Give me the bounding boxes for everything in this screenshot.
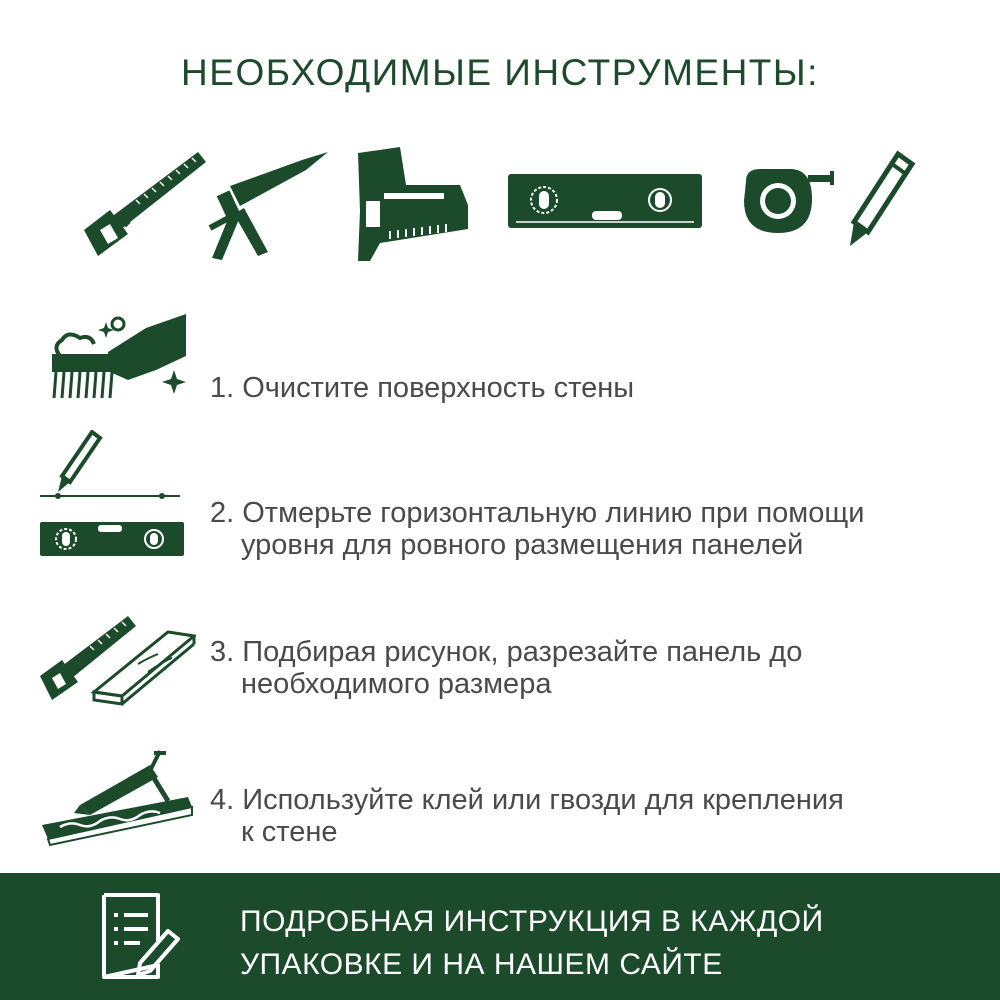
- gluing-icon: [38, 745, 194, 847]
- footer-text: [240, 900, 824, 986]
- step-1-line-1: 1. Очистите поверхность стены: [210, 372, 635, 404]
- step-2-line-2: уровня для ровного размещения панелей: [241, 529, 804, 561]
- step-2-text: [210, 497, 864, 561]
- nail-gun-icon: [350, 145, 475, 263]
- tape-measure-icon: [740, 163, 840, 237]
- pencil-icon: [846, 150, 916, 248]
- instruction-document-icon: [90, 891, 182, 983]
- measuring-icon: [38, 430, 188, 558]
- footer-line-2: УПАКОВКЕ И НА НАШЕМ САЙТЕ: [240, 948, 723, 981]
- step-4-line-2: к стене: [241, 816, 338, 848]
- step-2-line-1: 2. Отмерьте горизонтальную линию при помощи: [210, 497, 865, 529]
- page-title: НЕОБХОДИМЫЕ ИНСТРУМЕНТЫ:: [181, 52, 819, 93]
- step-3-line-1: 3. Подбирая рисунок, разрезайте панель до: [210, 636, 803, 668]
- caulking-gun-icon: [200, 148, 332, 262]
- footer-line-1: ПОДРОБНАЯ ИНСТРУКЦИЯ В КАЖДОЙ: [240, 905, 824, 938]
- cleaning-icon: [46, 312, 190, 402]
- step-4-line-1: 4. Используйте клей или гвозди для крепления: [210, 784, 844, 816]
- step-3-line-2: необходимого размера: [241, 668, 552, 700]
- step-1-text: [210, 372, 634, 404]
- cutting-icon: [38, 612, 196, 708]
- step-3-text: [210, 636, 802, 700]
- spirit-level-icon: [508, 174, 702, 228]
- hand-saw-icon: [80, 148, 210, 260]
- step-4-text: [210, 784, 844, 848]
- footer-banner: [0, 873, 1000, 1000]
